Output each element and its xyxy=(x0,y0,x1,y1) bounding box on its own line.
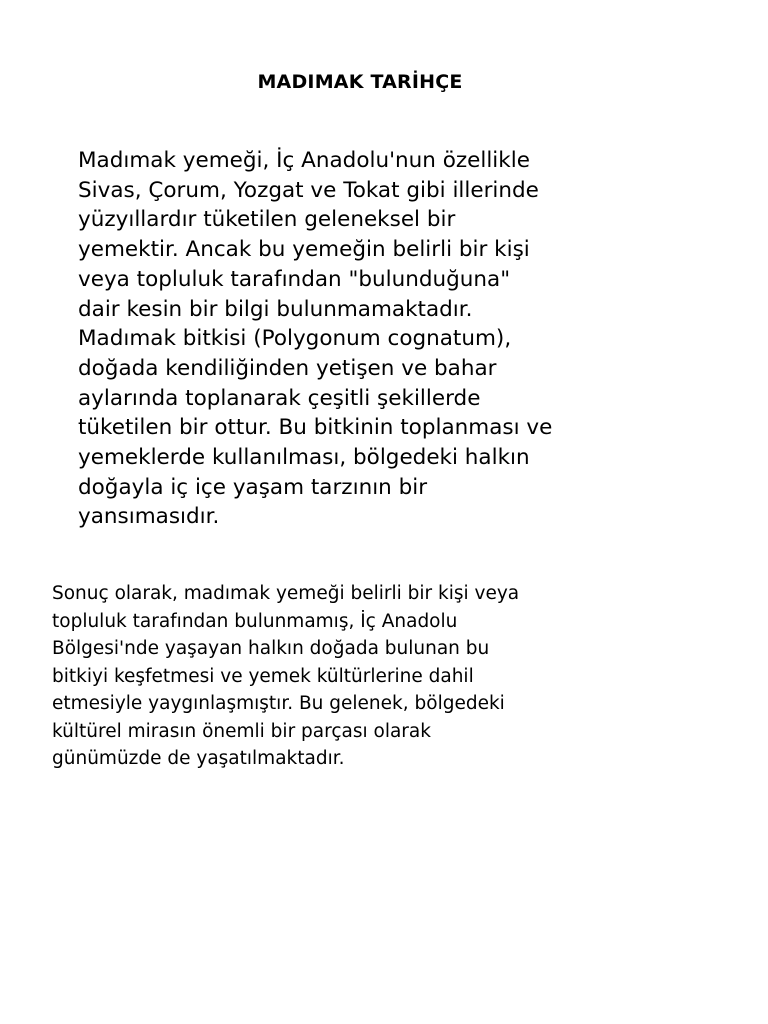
text-line: aylarında toplanarak çeşitli şekillerde xyxy=(78,385,481,411)
paragraph-conclusion xyxy=(52,580,652,773)
text-line: doğayla iç içe yaşam tarzının bir xyxy=(78,474,428,500)
text-line: bitkiyi keşfetmesi ve yemek kültürlerine dahil xyxy=(52,665,474,687)
text-line: Madımak yemeği, İç Anadolu'nun özellikle xyxy=(78,148,530,173)
text-line: veya topluluk tarafından "bulunduğuna" xyxy=(78,266,511,292)
text-line: yüzyıllardır tüketilen geleneksel bir xyxy=(78,207,456,233)
text-line: Bölgesi'nde yaşayan halkın doğada bulunan bu xyxy=(52,638,490,659)
text-line: dair kesin bir bilgi bulunmamaktadır. xyxy=(78,296,473,322)
text-line: yemeklerde kullanılması, bölgedeki halkın xyxy=(78,445,530,471)
text-line: günümüzde de yaşatılmaktadır. xyxy=(52,748,345,769)
document-title: MADIMAK TARİHÇE xyxy=(257,71,463,93)
text-line: Sonuç olarak, madımak yemeği belirli bir kişi veya xyxy=(52,583,520,604)
text-line: tüketilen bir ottur. Bu bitkinin toplanması ve xyxy=(78,415,553,441)
text-line: Sivas, Çorum, Yozgat ve Tokat gibi illerinde xyxy=(78,177,539,203)
text-line: kültürel mirasın önemli bir parçası olarak xyxy=(52,720,431,742)
text-line: yemektir. Ancak bu yemeğin belirli bir kişi xyxy=(78,237,530,263)
paragraph-history xyxy=(78,146,638,532)
text-line: topluluk tarafından bulunmamış, İç Anadolu xyxy=(52,610,458,632)
text-line: etmesiyle yaygınlaşmıştır. Bu gelenek, bölgedeki xyxy=(52,693,505,714)
text-line: doğada kendiliğinden yetişen ve bahar xyxy=(78,355,497,381)
text-line: yansımasıdır. xyxy=(78,504,220,530)
text-line: Madımak bitkisi (Polygonum cognatum), xyxy=(78,326,512,352)
